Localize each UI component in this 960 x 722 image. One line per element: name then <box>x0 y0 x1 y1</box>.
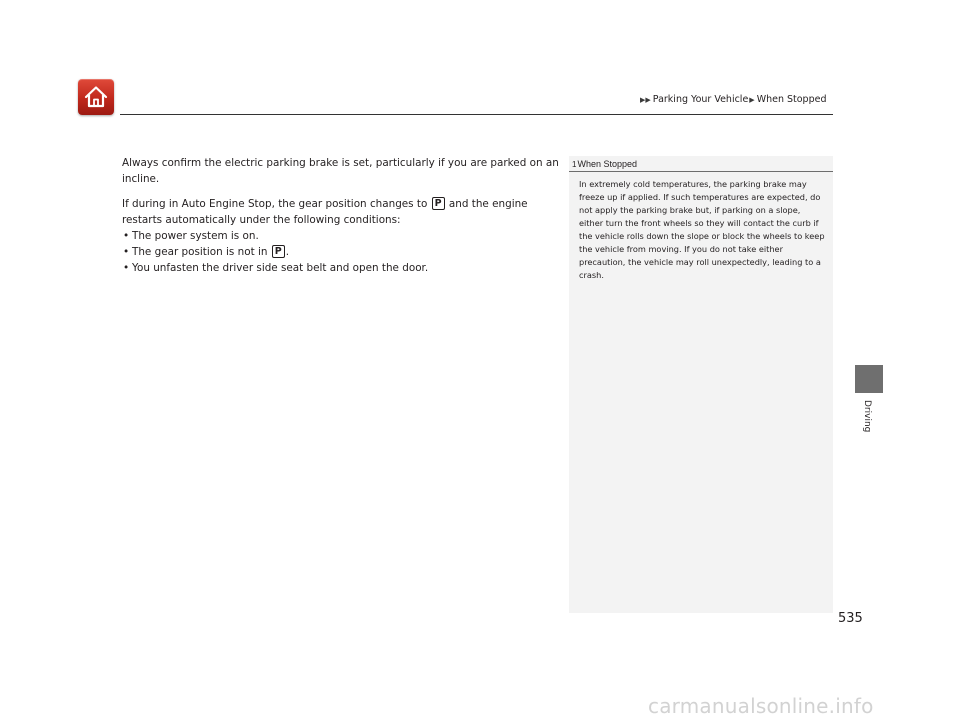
gear-p-icon: P <box>272 245 285 258</box>
gear-p-icon: P <box>432 197 445 210</box>
note-body: In extremely cold temperatures, the parking brake may freeze up if applied. If such temperatures are expected, do not apply the parking brake but, if parking on a slope, either turn the front wheels so they will contact the curb if the vehicle rolls down the slope or block the wheels to keep the vehicle from moving. If you do not take either precaution, the vehicle may roll unexpectedly, leading to a crash. <box>579 179 825 280</box>
paragraph-text: and the engine restarts automatically under the following conditions: <box>122 198 528 226</box>
list-item <box>122 244 562 260</box>
note-sidebar <box>569 156 833 613</box>
home-icon <box>83 84 109 110</box>
chapter-tab[interactable] <box>855 365 883 393</box>
note-title <box>572 157 833 171</box>
list-item-text: . <box>285 246 290 258</box>
chapter-label-text: Driving <box>862 400 872 433</box>
main-content <box>122 155 562 276</box>
paragraph-text: If during in Auto Engine Stop, the gear position changes to <box>122 198 428 210</box>
chapter-label <box>862 400 882 440</box>
list-item-text: The gear position is not in <box>132 246 268 258</box>
breadcrumb <box>640 94 827 105</box>
home-button[interactable] <box>78 79 114 115</box>
header-divider <box>120 114 833 115</box>
paragraph-auto-engine-stop <box>122 196 562 228</box>
triangle-right-icon: ▶▶ <box>640 95 651 104</box>
page-number: 535 <box>838 611 863 626</box>
note-title-text: When Stopped <box>577 159 637 169</box>
triangle-right-icon: ▶ <box>749 95 755 104</box>
watermark: carmanualsonline.info <box>648 694 874 718</box>
list-item: • The power system is on. <box>122 228 562 244</box>
note-number: 1 <box>572 159 577 169</box>
paragraph-parking-brake: Always confirm the electric parking brake is set, particularly if you are parked on an incline. <box>122 157 559 185</box>
breadcrumb-item-when-stopped[interactable]: When Stopped <box>756 94 827 105</box>
conditions-list <box>122 228 562 276</box>
list-item: • You unfasten the driver side seat belt and open the door. <box>122 260 562 276</box>
breadcrumb-item-parking-your-vehicle[interactable]: Parking Your Vehicle <box>652 94 749 105</box>
